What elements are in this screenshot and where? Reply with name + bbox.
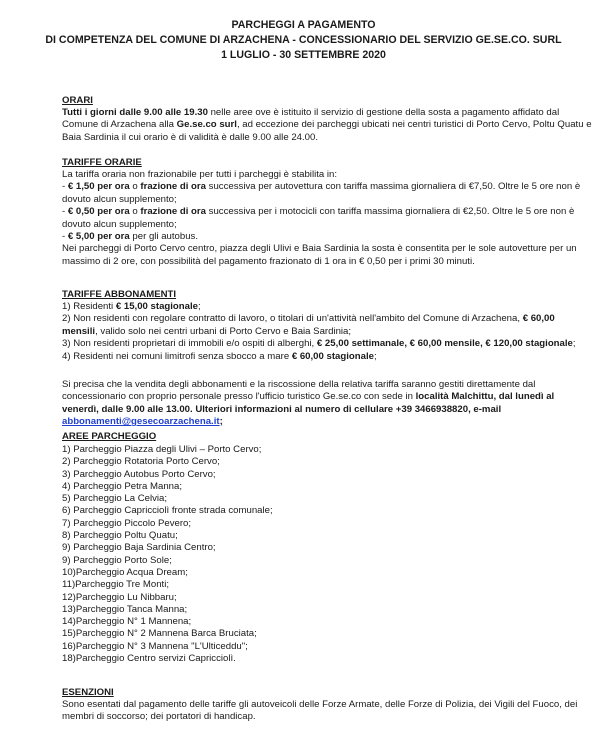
subscription-4: 4) Residenti nei comuni limitrofi senza sbocco a mare € 60,00 stagionale; [62,350,377,362]
section-precisa [62,379,592,429]
section-title-orari: ORARI [62,95,93,106]
list-item: 11)Parcheggio Tre Monti; [62,579,170,591]
subscription-1: 1) Residenti € 15,00 stagionale; [62,301,201,312]
rate-cars: - € 1,50 per ora o frazione di ora successiva per autovettura con tariffa massima giornaliera di €7,50. Oltre le 5 ore non è dovuto alcun supplemento; [62,181,581,205]
parking-list [62,444,592,665]
list-item: 3) Parcheggio Autobus Porto Cervo; [62,468,216,480]
list-item: 10)Parcheggio Acqua Dream; [62,566,188,578]
subscription-2: 2) Non residenti con regolare contratto di lavoro, o titolari di un'attività nell'ambito del Comune di Arzachena, € 60,00 mensili, valido solo nei centri urbani di Porto Cervo e Baia Sardinia; [62,313,555,337]
section-tariffe-orarie [62,157,592,268]
list-item: 16)Parcheggio N° 3 Mannena "L'Ulticeddu"; [62,640,248,652]
header-period: 1 LUGLIO - 30 SETTEMBRE 2020 [221,49,386,61]
list-item: 9) Parcheggio Baja Sardinia Centro; [62,542,216,554]
list-item: 6) Parcheggio Capricciolì fronte strada comunale; [62,505,273,517]
section-abbonamenti [62,289,592,363]
list-item: 12)Parcheggio Lu Nibbaru; [62,591,177,603]
list-item: 15)Parcheggio N° 2 Mannena Barca Bruciata; [62,628,257,640]
orari-hours: Tutti i giorni dalle 9.00 alle 19.30 [62,107,208,118]
section-title-aree: AREE PARCHEGGIO [62,431,157,442]
document-header [0,0,607,63]
subscription-info: Si precisa che la vendita degli abbonamenti e la riscossione della relativa tariffa saranno gestiti direttamente dal concessionario con proprio personale presso l'ufficio turistico Ge.se.co con sede in località Malchittu, dal lunedì al venerdì, dalle 9.00 alle 13.00. Ulteriori informazioni al numero di cellulare +39 3466938820, e-mail abbonamenti@gesecoarzachena.it; [62,379,555,428]
subscription-3: 3) Non residenti proprietari di immobili e/o ospiti di alberghi, € 25,00 settimanale, € 60,00 mensile, € 120,00 stagionale; [62,338,576,350]
orari-text: Tutti i giorni dalle 9.00 alle 19.30 nelle aree ove è istituito il servizio di gestione della sosta a pagamento affidato dal Comune di Arzachena alla Ge.se.co surl, ad eccezione dei parcheggi ubicati nei centri turistici di Porto Cervo, Poltu Quatu e Baia Sardinia il cui orario è di validità è dalle 9.00 alle 24.00. [62,107,592,143]
section-title-abbonamenti: TARIFFE ABBONAMENTI [62,289,177,300]
list-item: 7) Parcheggio Piccolo Pevero; [62,517,192,529]
section-title-tariffe-orarie: TARIFFE ORARIE [62,157,142,168]
operator-name: Ge.se.co surl [176,119,237,131]
rate-motorcycles: - € 0,50 per ora o frazione di ora successiva per i motocicli con tariffa massima giornaliera di €2,50. Oltre le 5 ore non è dovuto alcun supplemento; [62,206,575,230]
rate-buses: - € 5,00 per ora per gli autobus. [62,231,199,243]
section-title-esenzioni: ESENZIONI [62,687,114,698]
list-item: 9) Parcheggio Porto Sole; [62,554,172,566]
list-item: 13)Parcheggio Tanca Manna; [62,603,188,615]
list-item: 4) Parcheggio Petra Manna; [62,480,182,492]
list-item: 8) Parcheggio Poltu Quatu; [62,530,178,542]
list-item: 5) Parcheggio La Celvia; [62,493,168,505]
header-title: PARCHEGGI A PAGAMENTO [231,19,376,31]
email-link[interactable]: abbonamenti@gesecoarzachena.it [62,416,220,428]
section-orari [62,95,592,144]
list-item: 18)Parcheggio Centro servizi Capricciolì. [62,653,236,665]
section-esenzioni [62,687,592,724]
tariffe-intro: La tariffa oraria non frazionabile per tutti i parcheggi è stabilita in: [62,169,338,180]
header-subtitle: DI COMPETENZA DEL COMUNE DI ARZACHENA - CONCESSIONARIO DEL SERVIZIO GE.SE.CO. SURL [45,34,562,46]
esenzioni-text: Sono esentati dal pagamento delle tariffe gli autoveicoli delle Forze Armate, delle Forze di Polizia, dei Vigili del Fuoco, dei membri di soccorso; dei portatori di handicap. [62,699,578,723]
section-aree [62,431,592,665]
list-item: 1) Parcheggio Piazza degli Ulivi – Porto Cervo; [62,444,262,455]
list-item: 14)Parcheggio N° 1 Mannena; [62,616,192,628]
list-item: 2) Parcheggio Rotatoria Porto Cervo; [62,456,220,468]
rate-note: Nei parcheggi di Porto Cervo centro, piazza degli Ulivi e Baia Sardinia la sosta è consentita per le sole autovetture per un massimo di 2 ore, con possibilità del pagamento frazionato di 1 ora in € 0,50 per i primi 30 minuti. [62,243,577,267]
